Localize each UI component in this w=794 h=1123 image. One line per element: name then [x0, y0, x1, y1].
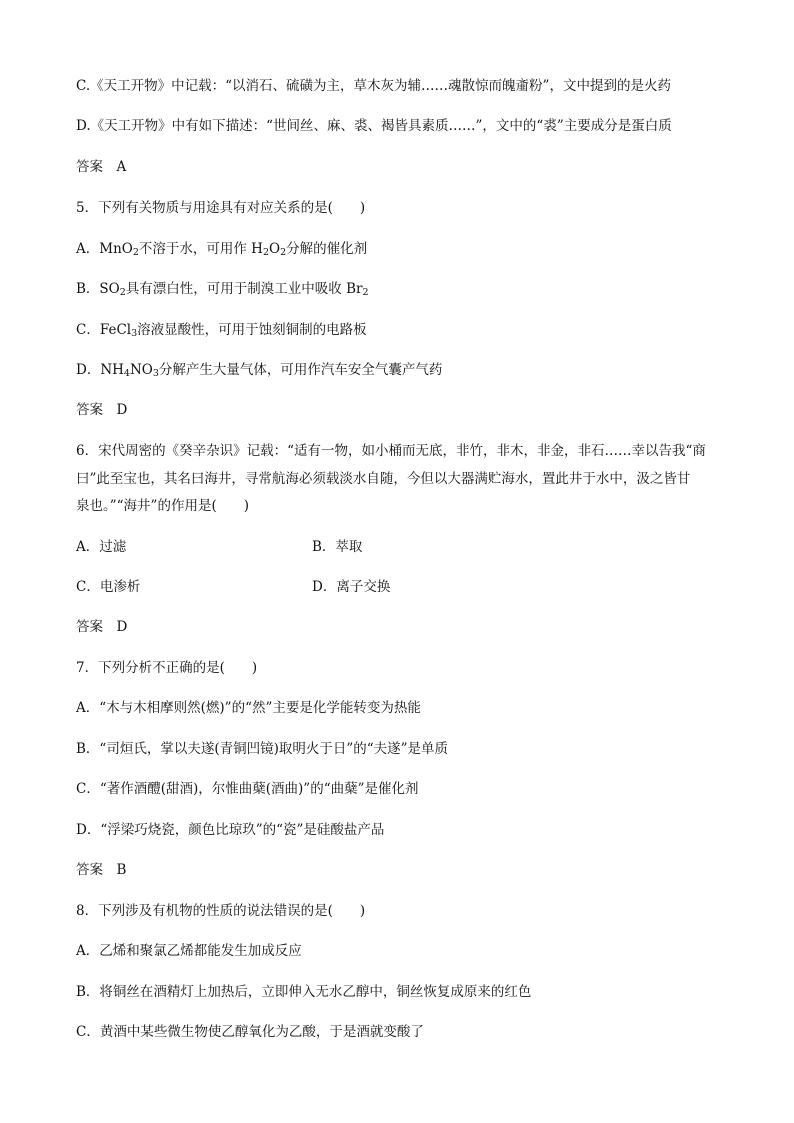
subscript: 2: [280, 247, 287, 258]
subscript: 2: [362, 287, 369, 298]
text-run: 分解产生大量气体，可用作汽车安全气囊产气药: [158, 362, 443, 378]
q6-options-row-1: [76, 539, 734, 555]
q6-option-d: D．离子交换: [312, 579, 391, 595]
q7-option-a: A．“木与木相摩则然(燃)”的“然”主要是化学能转变为热能: [76, 700, 421, 716]
text-run: A．MnO: [76, 241, 133, 257]
q5-option-d: [76, 362, 734, 378]
option-c-tiangong: C.《天工开物》中记载：“以消石、硫磺为主，草木灰为辅……魂散惊而魄齑粉”，文中提到的是火药: [76, 78, 671, 94]
subscript: 3: [131, 328, 138, 339]
text-run: 溶液显酸性，可用于蚀刻铜制的电路板: [137, 322, 367, 338]
question-6-line-1: 6．宋代周密的《癸辛杂识》记载：“适有一物，如小桶而无底，非竹，非木，非金，非石……幸以告我“商: [76, 443, 706, 459]
question-6-line-3: 泉也。”“海井”的作用是( ): [76, 498, 249, 514]
subscript: 2: [262, 247, 270, 258]
text-run: 不溶于水，可用作 H: [138, 241, 263, 257]
q5-option-a: [76, 241, 734, 257]
q7-option-b: B．“司烜氏，掌以夫遂(青铜凹镜)取明火于日”的“夫遂”是单质: [76, 741, 449, 757]
text-run: O: [269, 241, 281, 257]
option-d-tiangong: D.《天工开物》中有如下描述：“世间丝、麻、裘、褐皆具素质……”，文中的“裘”主要成分是蛋白质: [76, 118, 672, 134]
q7-option-c: C．“著作酒醴(甜酒)，尔惟曲蘖(酒曲)”的“曲蘖”是催化剂: [76, 781, 419, 797]
question-6-line-2: 曰”此至宝也，其名曰海井，寻常航海必须载淡水自随，今但以大器满贮海水，置此井于水中，汲之皆甘: [76, 471, 691, 487]
q5-option-b: [76, 281, 734, 297]
text-run: D．NH: [76, 362, 124, 378]
q8-option-a: A．乙烯和聚氯乙烯都能发生加成反应: [76, 943, 302, 959]
subscript: 3: [152, 368, 159, 379]
answer-4: 答案 A: [76, 159, 127, 175]
q6-option-a: A．过滤: [76, 539, 127, 555]
q6-option-c: C．电渗析: [76, 579, 141, 595]
q7-option-d: D．“浮梁巧烧瓷，颜色比琼玖”的“瓷”是硅酸盐产品: [76, 822, 385, 838]
question-7: 7．下列分析不正确的是( ): [76, 660, 258, 676]
q6-options-row-2: [76, 579, 734, 595]
text-run: 分解的催化剂: [286, 241, 368, 257]
text-run: 具有漂白性，可用于制溴工业中吸收 Br: [125, 281, 363, 297]
q8-option-b: B．将铜丝在酒精灯上加热后，立即伸入无水乙醇中，铜丝恢复成原来的红色: [76, 984, 532, 1000]
text-run: C．FeCl: [76, 322, 132, 338]
text-run: NO: [129, 362, 153, 378]
subscript: 2: [132, 247, 139, 258]
q5-option-c: [76, 322, 734, 338]
text-run: B．SO: [76, 281, 120, 297]
answer-7: 答案 B: [76, 862, 127, 878]
answer-5: 答案 D: [76, 402, 128, 418]
answer-6: 答案 D: [76, 619, 128, 635]
question-8: 8．下列涉及有机物的性质的说法错误的是( ): [76, 903, 366, 919]
question-5: 5．下列有关物质与用途具有对应关系的是( ): [76, 200, 366, 216]
q8-option-c: C．黄酒中某些微生物使乙醇氧化为乙酸，于是酒就变酸了: [76, 1024, 424, 1040]
subscript: 2: [119, 287, 126, 298]
subscript: 4: [123, 368, 130, 379]
q6-option-b: B．萃取: [312, 539, 363, 555]
